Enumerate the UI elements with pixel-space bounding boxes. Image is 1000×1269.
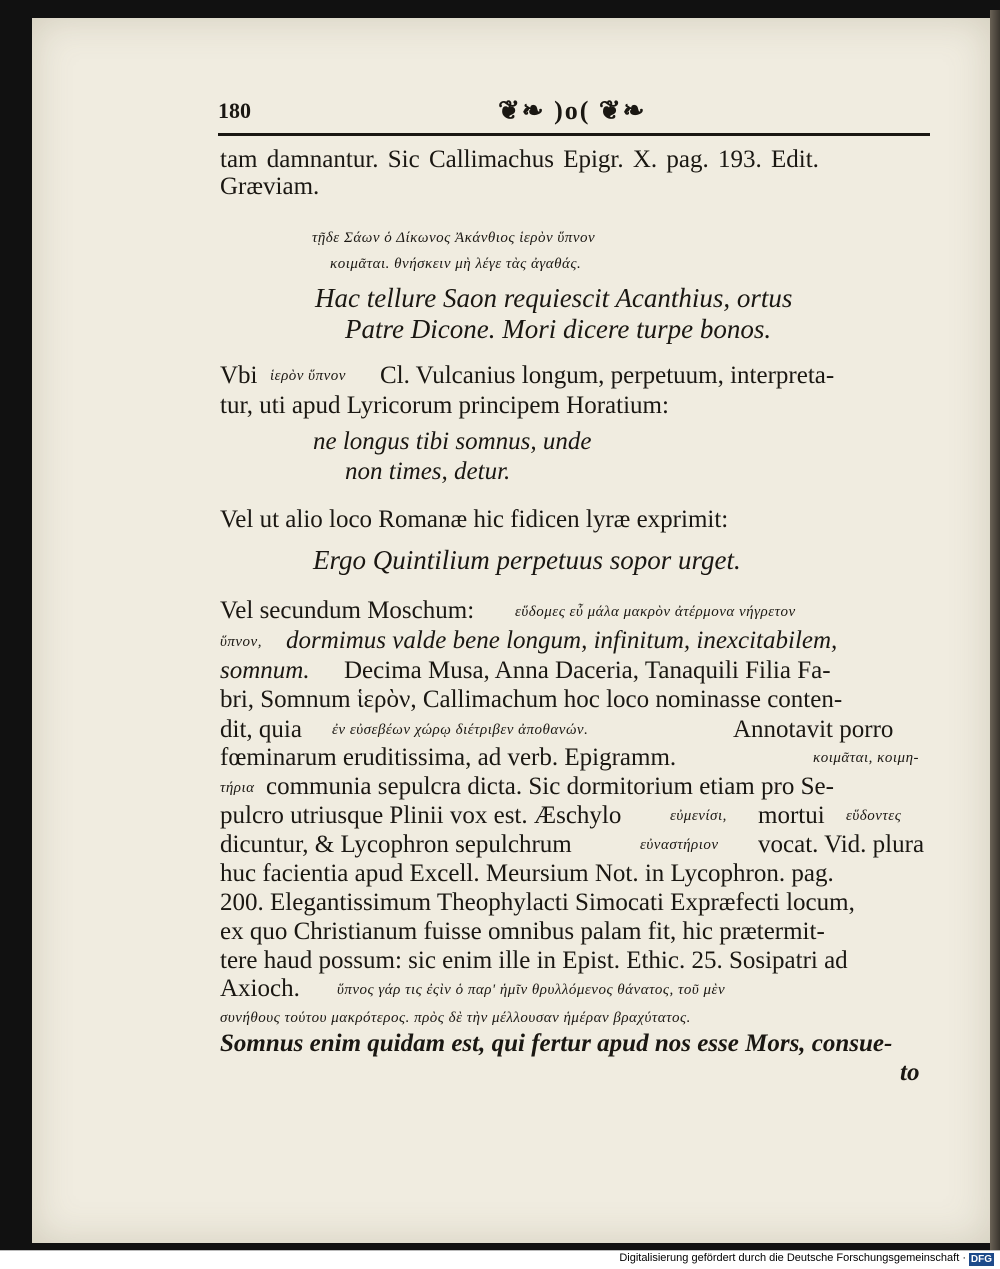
- greek-span: κοιμᾶται, κοιμη-: [813, 750, 920, 766]
- text-span: Axioch.: [220, 975, 300, 1002]
- text-span: pulcro utriusque Plinii vox est. Æschylo: [220, 802, 622, 829]
- head-ornament: ❦❧ )o( ❦❧: [498, 96, 647, 125]
- dfg-logo: DFG: [970, 1254, 992, 1265]
- text-span: Annotavit porro: [733, 716, 894, 743]
- greek-span: ἱερὸν ὕπνον: [270, 368, 346, 384]
- text-span: dormimus valde bene longum, infinitum, inexcitabilem,: [286, 627, 838, 654]
- text-line: huc facientia apud Excell. Meursium Not. in Lycophron. pag.: [220, 860, 834, 887]
- text-span: fœminarum eruditissima, ad verb. Epigramm.: [220, 744, 677, 771]
- text-line: 200. Elegantissimum Theophylacti Simocati Expræfecti locum,: [220, 889, 855, 916]
- text-span: somnum.: [220, 657, 310, 684]
- greek-span: τήρια: [220, 780, 255, 796]
- footer-bar: [0, 1250, 1000, 1269]
- text-line: tere haud possum: sic enim ille in Epist. Ethic. 25. Sosipatri ad: [220, 947, 848, 974]
- page-edge: [990, 10, 1000, 1250]
- greek-verse: κοιμᾶται. θνήσκειν μὴ λέγε τὰς ἀγαθάς.: [330, 256, 582, 272]
- text-span: dit, quia: [220, 716, 302, 743]
- horace-verse: Ergo Quintilium perpetuus sopor urget.: [313, 545, 741, 575]
- text-line: ex quo Christianum fuisse omnibus palam fit, hic prætermit-: [220, 918, 825, 945]
- text-span: dicuntur, & Lycophron sepulchrum: [220, 831, 572, 858]
- text-span: vocat. Vid. plura: [758, 831, 925, 858]
- greek-span: εὐμενίσι,: [670, 808, 727, 824]
- greek-span: εὕδομες εὖ μάλα μακρὸν ἀτέρμονα νήγρετον: [515, 604, 796, 620]
- text-line: Vel ut alio loco Romanæ hic fidicen lyræ exprimit:: [220, 506, 729, 533]
- text-span: Decima Musa, Anna Daceria, Tanaquili Filia Fa-: [344, 657, 831, 684]
- running-head: [218, 98, 930, 138]
- text-line: tur, uti apud Lyricorum principem Horatium:: [220, 392, 669, 419]
- greek-span: εὕδοντες: [846, 808, 902, 824]
- greek-span: ὕπνος γάρ τις ἐςὶν ὁ παρ' ἡμῖν θρυλλόμενος θάνατος, τοῦ μὲν: [337, 982, 726, 998]
- footer-credit: Digitalisierung gefördert durch die Deutsche Forschungsgemeinschaft ·: [619, 1252, 966, 1264]
- latin-verse: Hac tellure Saon requiescit Acanthius, ortus: [315, 283, 793, 313]
- head-rule: [218, 133, 930, 136]
- text-span: Cl. Vulcanius longum, perpetuum, interpreta-: [380, 362, 835, 389]
- greek-span: ὕπνον,: [220, 634, 262, 650]
- text-line: Græviam.: [220, 173, 320, 200]
- latin-verse: Patre Dicone. Mori dicere turpe bonos.: [345, 314, 772, 344]
- text-span: Vbi: [220, 362, 258, 389]
- greek-span: εὐναστήριον: [640, 837, 719, 853]
- horace-verse: ne longus tibi somnus, unde: [313, 428, 592, 455]
- text-span: mortui: [758, 802, 825, 829]
- greek-verse: τῇδε Σάων ὁ Δίκωνος Ἀκάνθιος ἱερὸν ὕπνον: [312, 230, 596, 246]
- catchword: to: [900, 1059, 920, 1086]
- text-line: tam damnantur. Sic Callimachus Epigr. X. pag. 193. Edit.: [220, 146, 819, 173]
- text-span: Vel secundum Moschum:: [220, 597, 475, 624]
- text-line: Somnus enim quidam est, qui fertur apud nos esse Mors, consue-: [220, 1030, 893, 1057]
- greek-span: ἐν εὐσεβέων χώρῳ διέτριβεν ἀποθανών.: [332, 722, 589, 738]
- text-line: bri, Somnum ἱερὸν, Callimachum hoc loco nominasse conten-: [220, 686, 843, 713]
- text-span: communia sepulcra dicta. Sic dormitorium etiam pro Se-: [266, 773, 834, 800]
- page-number: 180: [218, 98, 251, 123]
- horace-verse: non times, detur.: [345, 458, 511, 485]
- greek-span: συνήθους τούτου μακρότερος. πρὸς δὲ τὴν μέλλουσαν ἡμέραν βραχύτατος.: [220, 1010, 691, 1026]
